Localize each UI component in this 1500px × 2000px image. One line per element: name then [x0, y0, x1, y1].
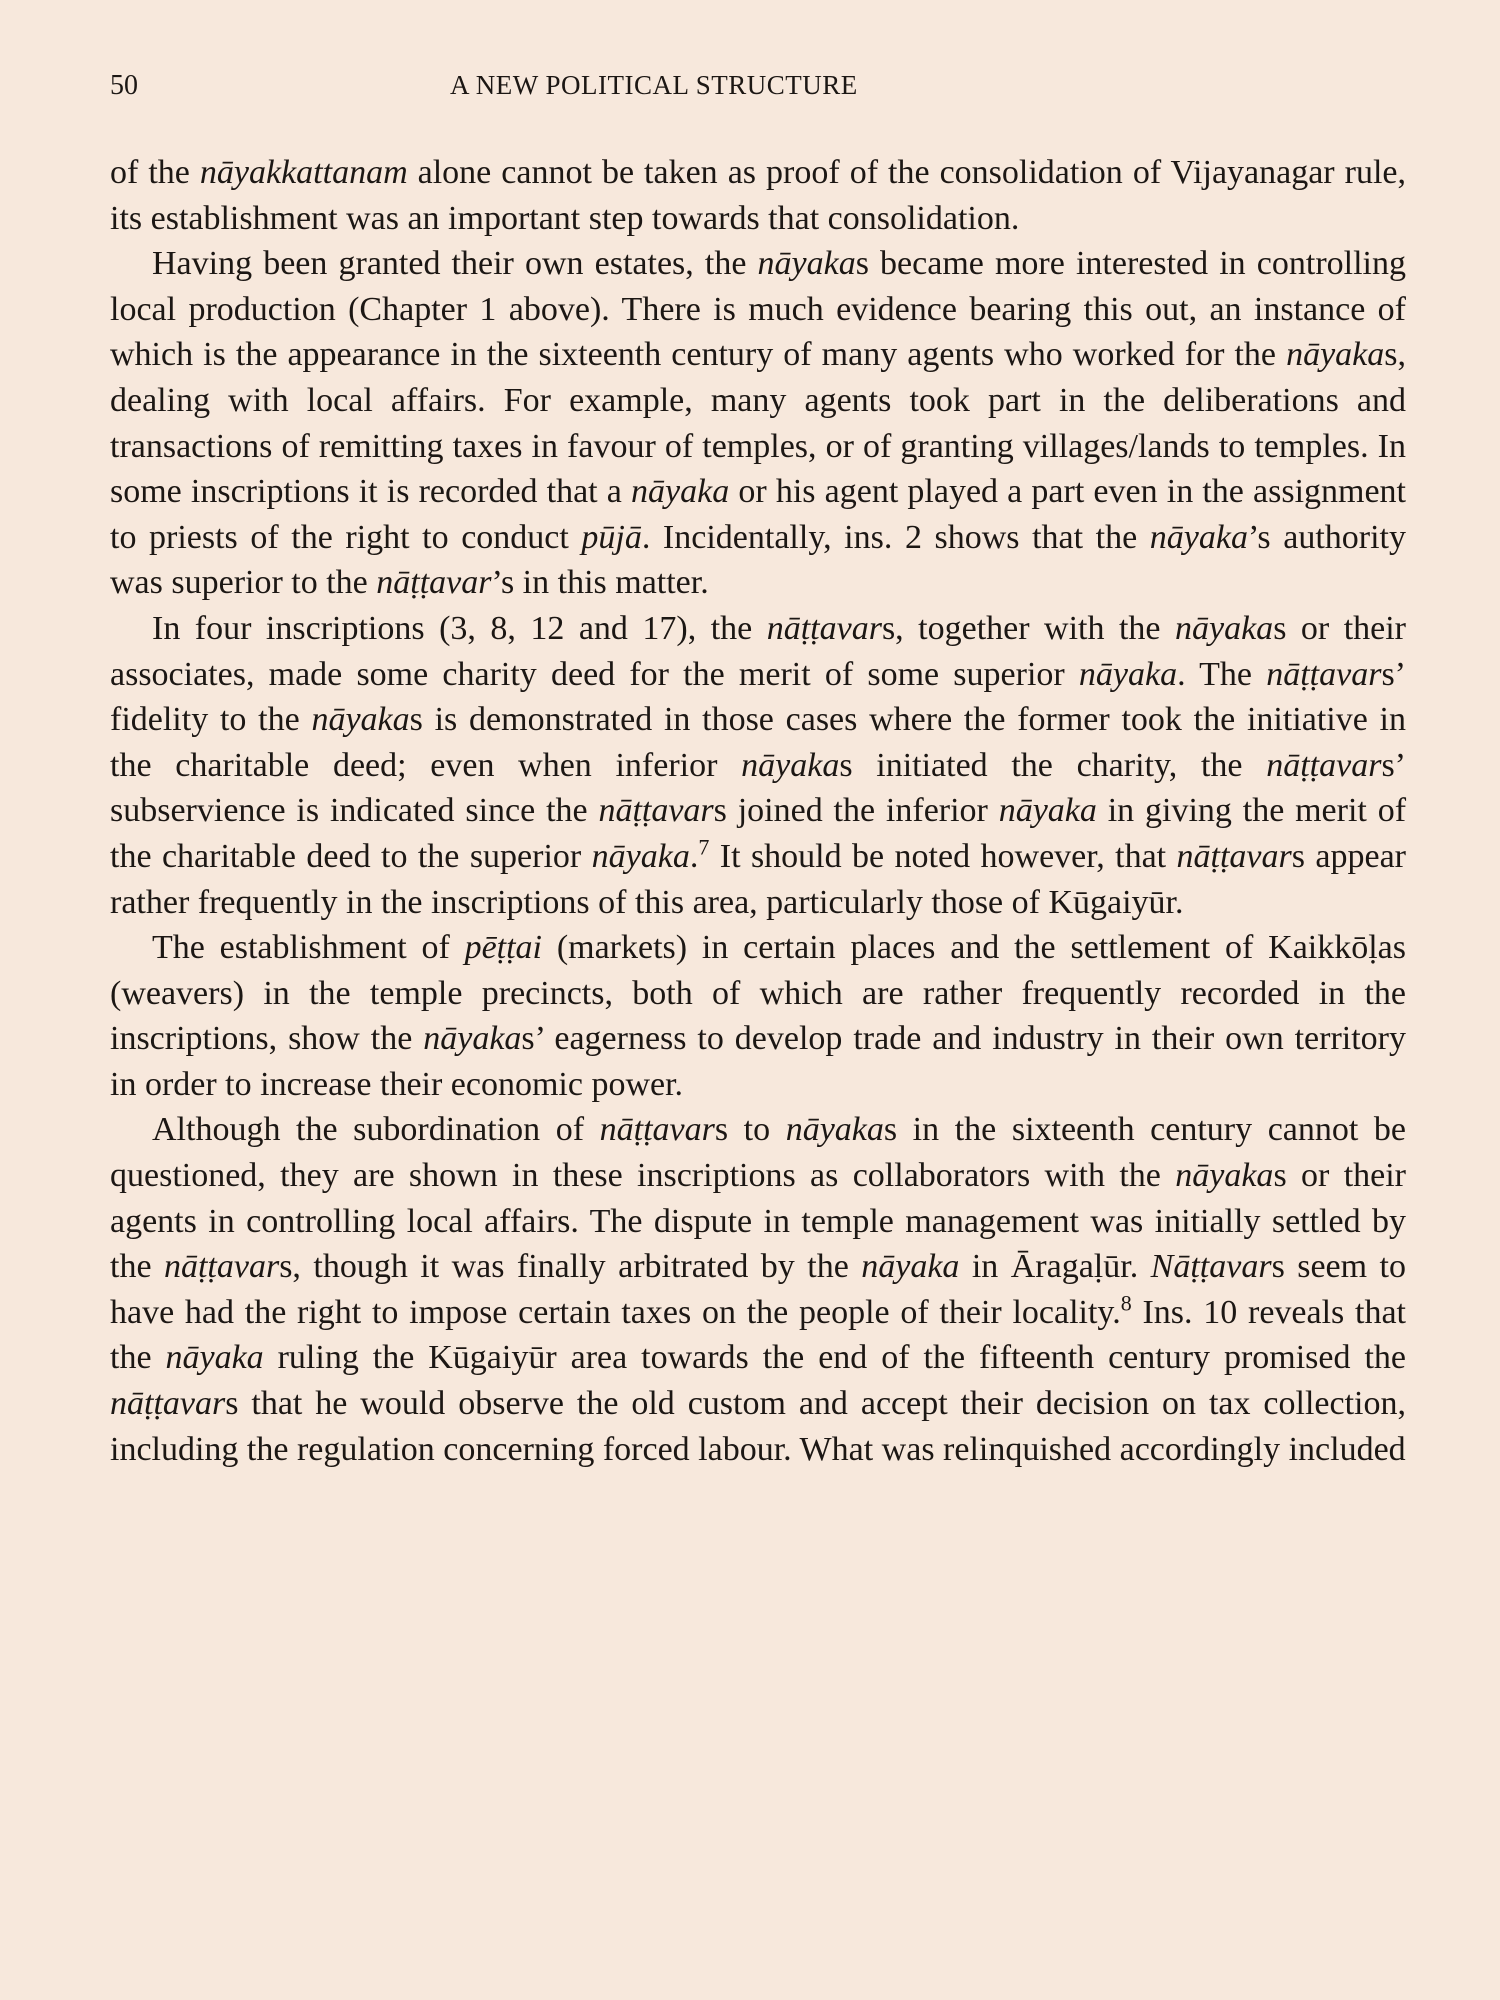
italic-term: nāyaka: [1286, 336, 1385, 374]
italic-term: nāyaka: [1149, 518, 1248, 556]
italic-term: pūjā: [581, 518, 642, 556]
italic-term: nāṭṭavar: [163, 1248, 280, 1286]
text-run: s’ subservience is indicated since the: [110, 746, 1406, 830]
text-run: ruling the Kūgaiyūr area towards the end of the fifteenth century promised the: [263, 1339, 1406, 1377]
footnote-ref: 7: [698, 834, 710, 860]
text-run: Ins. 10 reveals that the: [110, 1293, 1406, 1377]
text-run: s, though it was finally arbitrated by the: [279, 1248, 862, 1286]
running-title: A NEW POLITICAL STRUCTURE: [450, 70, 858, 100]
text-run: s is demonstrated in those cases where the former took the initiative in the charitable deed; even when inferior: [110, 701, 1406, 784]
paragraph: [110, 606, 1406, 925]
italic-term: Nāṭṭavar: [1150, 1248, 1272, 1286]
paragraph: [110, 241, 1406, 606]
paragraph: [110, 925, 1406, 1107]
italic-term: nāṭṭavar: [110, 1385, 226, 1423]
italic-term: nāṭṭavar: [598, 792, 714, 830]
text-run: in giving the merit of the charitable deed to the superior: [110, 792, 1407, 875]
italic-term: nāyaka: [861, 1248, 960, 1286]
paragraph: [110, 150, 1406, 241]
italic-term: nāyaka: [631, 473, 730, 511]
text-run: or his agent played a part even in the assignment to priests of the right to conduct: [110, 473, 1407, 556]
italic-term: nāyaka: [591, 837, 690, 875]
text-run: It should be noted however, that: [709, 837, 1177, 875]
italic-term: nāyaka: [311, 701, 410, 739]
footnote-ref: 8: [1120, 1290, 1132, 1316]
italic-term: nāṭṭavar: [1266, 746, 1382, 784]
text-run: s that he would observe the old custom and accept their decision on tax collection, including the regulation concerning forced labour. What was relinquished accordingly included: [110, 1385, 1406, 1468]
text-run: alone cannot be taken as proof of the consolidation of Vijayanagar rule, its establishment was an important step towards that consolidation.: [110, 154, 1407, 237]
text-run: s, dealing with local affairs. For example, many agents took part in the deliberations and transactions of remitting taxes in favour of temples, or of granting villages/lands to temples. In some inscriptions it is recorded that a: [110, 336, 1406, 511]
page-header: [110, 70, 1406, 120]
text-run: . Incidentally, ins. 2 shows that the: [641, 518, 1150, 556]
text-run: s joined the inferior: [713, 792, 999, 830]
italic-term: nāyaka: [165, 1339, 264, 1377]
text-run: s, together with the: [881, 609, 1175, 647]
text-run: s in the sixteenth century cannot be questioned, they are shown in these inscriptions as collaborators with the: [110, 1111, 1406, 1195]
italic-term: nāyaka: [1175, 1157, 1274, 1195]
italic-term: nāyaka: [423, 1020, 522, 1058]
text-run: .: [689, 837, 699, 875]
italic-term: nāṭṭavar: [1266, 655, 1382, 693]
text-run: s or their agents in controlling local affairs. The dispute in temple management was initially settled by the: [110, 1157, 1406, 1286]
italic-term: nāyaka: [998, 792, 1097, 830]
page-number: 50: [110, 70, 138, 101]
text-run: The establishment of: [152, 929, 465, 967]
italic-term: nāyaka: [741, 746, 840, 784]
italic-term: nāyakkattanam: [199, 154, 408, 191]
italic-term: nāyaka: [1175, 609, 1274, 647]
text-run: s’ eagerness to develop trade and industry in their own territory in order to increase their economic power.: [110, 1020, 1406, 1103]
text-run: s appear rather frequently in the inscriptions of this area, particularly those of Kūgaiyūr.: [110, 837, 1406, 921]
text-run: s initiated the charity, the: [839, 746, 1267, 784]
text-run: in Āragaḷūr.: [959, 1248, 1151, 1286]
text-run: (markets) in certain places and the settlement of Kaikkōḷas (weavers) in the temple precincts, both of which are rather frequently recorded in the inscriptions, show the: [110, 929, 1406, 1058]
text-run: . The: [1177, 655, 1267, 693]
body-text: [110, 150, 1406, 1472]
text-run: Having been granted their own estates, the: [152, 245, 758, 283]
text-run: Although the subordination of: [152, 1111, 600, 1149]
text-run: s to: [714, 1111, 786, 1149]
text-run: ’s in this matter.: [491, 564, 709, 602]
italic-term: nāṭṭavar: [1176, 837, 1292, 875]
text-run: s’ fidelity to the: [110, 655, 1406, 739]
italic-term: nāṭṭavar: [599, 1111, 715, 1149]
italic-term: nāṭṭavar: [766, 609, 882, 647]
text-run: s became more interested in controlling local production (Chapter 1 above). There is much evidence bearing this out, an instance of which is the appearance in the sixteenth century of many agents who worked for the: [110, 245, 1406, 374]
text-run: of the: [110, 154, 200, 191]
italic-term: pēṭṭai: [464, 929, 543, 967]
italic-term: nāyaka: [1078, 655, 1178, 693]
text-run: s or their associates, made some charity deed for the merit of some superior: [110, 609, 1407, 693]
text-run: ’s authority was superior to the: [110, 518, 1406, 602]
text-run: In four inscriptions (3, 8, 12 and 17), the: [152, 609, 767, 647]
paragraph: [110, 1107, 1406, 1472]
text-run: s seem to have had the right to impose certain taxes on the people of their locality.: [110, 1248, 1406, 1331]
italic-term: nāṭṭavar: [376, 564, 492, 602]
italic-term: nāyaka: [785, 1111, 884, 1149]
italic-term: nāyaka: [757, 245, 856, 283]
